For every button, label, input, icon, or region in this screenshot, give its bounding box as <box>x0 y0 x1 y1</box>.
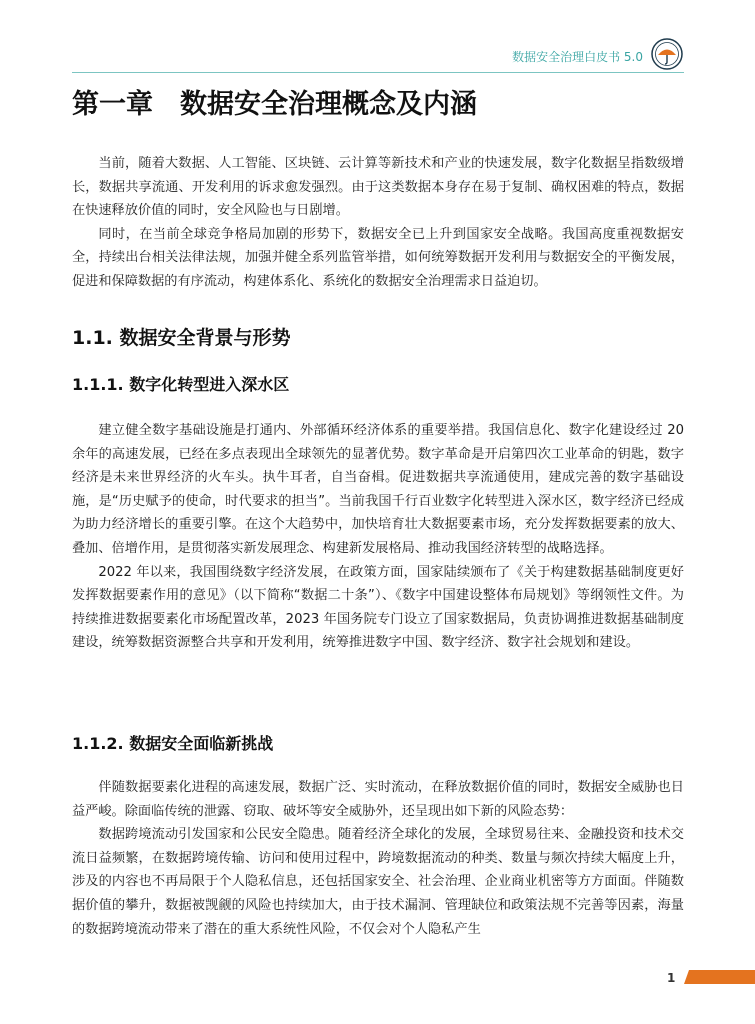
paragraph: 同时，在当前全球竞争格局加剧的形势下，数据安全已上升到国家安全战略。我国高度重视数据安全，持续出台相关法律法规，加强并健全系列监管举措，如何统筹数据开发利用与数据安全的平衡发展，促进和保障数据的有序流动，构建体系化、系统化的数据安全治理需求日益迫切。 <box>72 226 684 289</box>
subsection-heading: 1.1.1. 数字化转型进入深水区 <box>72 375 290 394</box>
subsection-heading: 1.1.2. 数据安全面临新挑战 <box>72 734 274 753</box>
paragraph: 当前，随着大数据、人工智能、区块链、云计算等新技术和产业的快速发展，数字化数据呈指数级增长，数据共享流通、开发利用的诉求愈发强烈。由于这类数据本身存在易于复制、确权困难的特点，数据在快速释放价值的同时，安全风险也与日剧增。 <box>72 156 684 219</box>
paragraph: 数据跨境流动引发国家和公民安全隐患。随着经济全球化的发展，全球贸易往来、金融投资和技术交流日益频繁，在数据跨境传输、访问和使用过程中，跨境数据流动的种类、数量与频次持续大幅度上升，涉及的内容也不再局限于个人隐私信息，还包括国家安全、社会治理、企业商业机密等方方面面。伴随数据价值的攀升，数据被觊觎的风险也持续加大，由于技术漏洞、管理缺位和政策法规不完善等因素，海量的数据跨境流动带来了潜在的重大系统性风险，不仅会对个人隐私产生 <box>72 827 684 937</box>
header-divider <box>72 72 684 73</box>
subsection-body <box>72 419 684 655</box>
paragraph: 2022 年以来，我国围绕数字经济发展，在政策方面，国家陆续颁布了《关于构建数据基础制度更好发挥数据要素作用的意见》（以下简称“数据二十条”）、《数字中国建设整体布局规划》等纲领性文件。为持续推进数据要素化市场配置改革，2023 年国务院专门设立了国家数据局，负责协调推进数据基础制度建设，统筹数据资源整合共享和开发利用，统筹推进数字中国、数字经济、数字社会规划和建设。 <box>72 564 684 651</box>
section-heading: 1.1. 数据安全背景与形势 <box>72 327 291 349</box>
chapter-title: 第一章 数据安全治理概念及内涵 <box>72 89 477 120</box>
subsection-body <box>72 776 684 941</box>
footer-accent-bar <box>684 970 755 984</box>
paragraph: 伴随数据要素化进程的高速发展，数据广泛、实时流动，在释放数据价值的同时，数据安全威胁也日益严峻。除面临传统的泄露、窃取、破坏等安全威胁外，还呈现出如下新的风险态势： <box>72 780 684 819</box>
header-title: 数据安全治理白皮书 5.0 <box>512 50 643 64</box>
page-number: 1 <box>667 971 676 985</box>
intro-text <box>72 152 684 294</box>
umbrella-seal-icon <box>651 38 683 70</box>
paragraph: 建立健全数字基础设施是打通内、外部循环经济体系的重要举措。我国信息化、数字化建设经过 20 余年的高速发展，已经在多点表现出全球领先的显著优势。数字革命是开启第四次工业革命的钥匙，数字经济是未来世界经济的火车头。执牛耳者，自当奋楫。促进数据共享流通使用，建成完善的数字基础设施，是“历史赋予的使命，时代要求的担当”。当前我国千行百业数字化转型进入深水区，数字经济已经成为助力经济增长的重要引擎。在这个大趋势中，加快培育壮大数据要素市场，充分发挥数据要素的放大、叠加、倍增作用，是贯彻落实新发展理念、构建新发展格局、推动我国经济转型的战略选择。 <box>72 423 684 556</box>
